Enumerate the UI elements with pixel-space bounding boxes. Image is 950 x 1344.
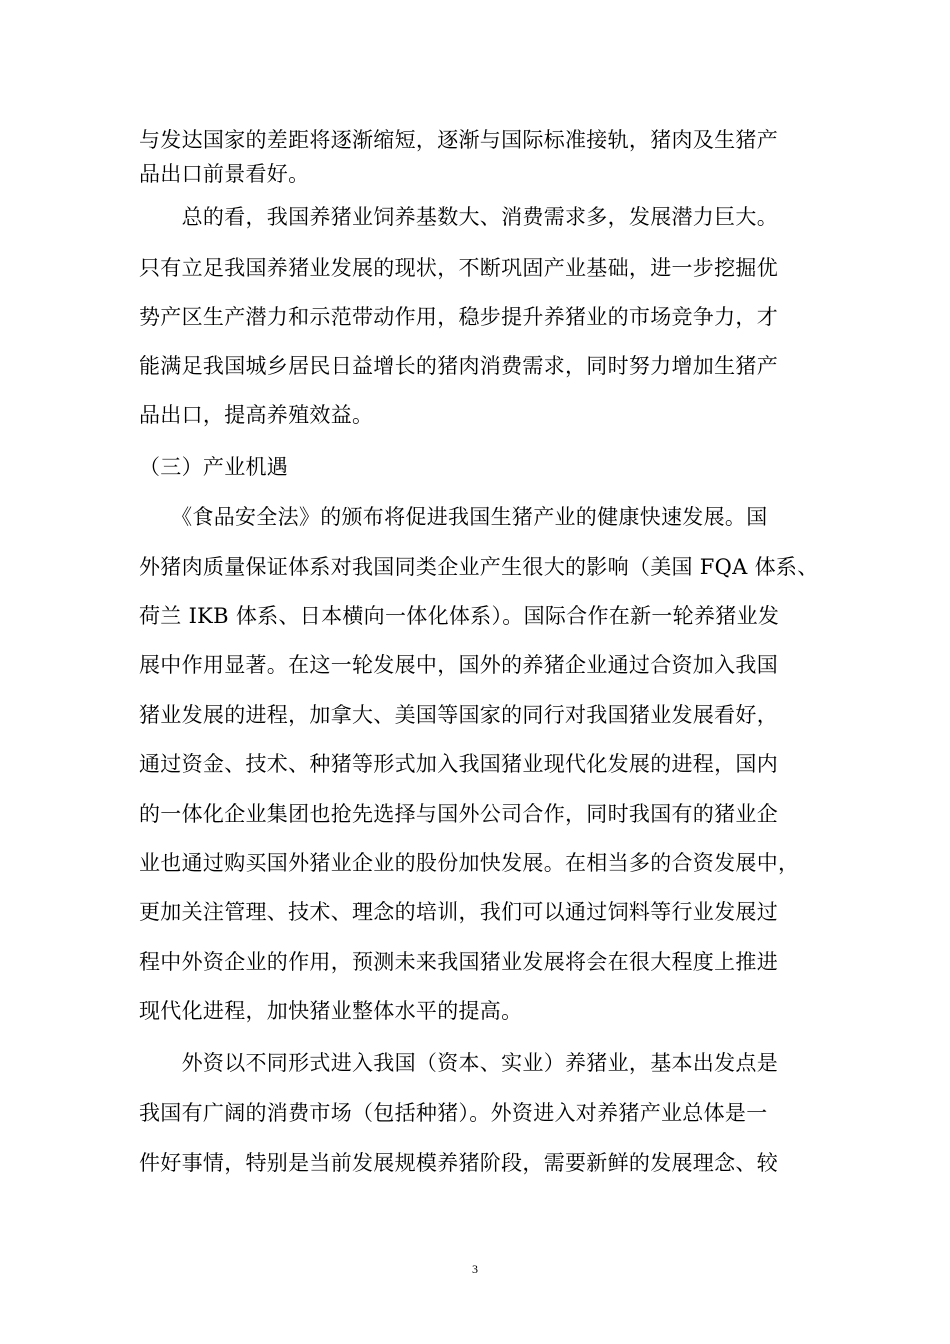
text-line: 势产区生产潜力和示范带动作用，稳步提升养猪业的市场竞争力，才: [139, 305, 778, 329]
text-line: 程中外资企业的作用，预测未来我国猪业发展将会在很大程度上推进: [139, 950, 778, 974]
text-line: 与发达国家的差距将逐渐缩短，逐渐与国际标准接轨，猪肉及生猪产: [139, 128, 778, 152]
text-line: 的一体化企业集团也抢先选择与国外公司合作，同时我国有的猪业企: [139, 802, 778, 826]
text-line: 外猪肉质量保证体系对我国同类企业产生很大的影响（美国 FQA 体系、: [139, 555, 819, 579]
text-line: 荷兰 IKB 体系、日本横向一体化体系）。国际合作在新一轮养猪业发: [139, 604, 780, 628]
text-line: 通过资金、技术、种猪等形式加入我国猪业现代化发展的进程，国内: [139, 752, 778, 776]
text-line: 能满足我国城乡居民日益增长的猪肉消费需求，同时努力增加生猪产: [139, 354, 778, 378]
text-line: 外资以不同形式进入我国（资本、实业）养猪业，基本出发点是: [139, 1051, 778, 1075]
text-line: 我国有广阔的消费市场（包括种猪）。外资进入对养猪产业总体是一: [139, 1101, 768, 1125]
text-line: 猪业发展的进程，加拿大、美国等国家的同行对我国猪业发展看好，: [139, 703, 778, 727]
page-number: 3: [472, 1262, 478, 1276]
text-line: 总的看，我国养猪业饲养基数大、消费需求多，发展潜力巨大。: [139, 205, 778, 229]
text-line: 业也通过购买国外猪业企业的股份加快发展。在相当多的合资发展中，: [139, 851, 800, 875]
text-line: 件好事情，特别是当前发展规模养猪阶段，需要新鲜的发展理念、较: [139, 1151, 778, 1175]
section-heading: （三）产业机遇: [139, 455, 289, 479]
text-line: 展中作用显著。在这一轮发展中，国外的养猪企业通过合资加入我国: [139, 653, 778, 677]
text-line: 《食品安全法》的颁布将促进我国生猪产业的健康快速发展。国: [139, 505, 768, 529]
text-line: 更加关注管理、技术、理念的培训，我们可以通过饲料等行业发展过: [139, 900, 778, 924]
text-line: 品出口前景看好。: [139, 162, 310, 186]
text-line: 现代化进程，加快猪业整体水平的提高。: [139, 999, 523, 1023]
text-line: 品出口，提高养殖效益。: [139, 403, 374, 427]
text-line: 只有立足我国养猪业发展的现状，不断巩固产业基础，进一步挖掘优: [139, 256, 778, 280]
